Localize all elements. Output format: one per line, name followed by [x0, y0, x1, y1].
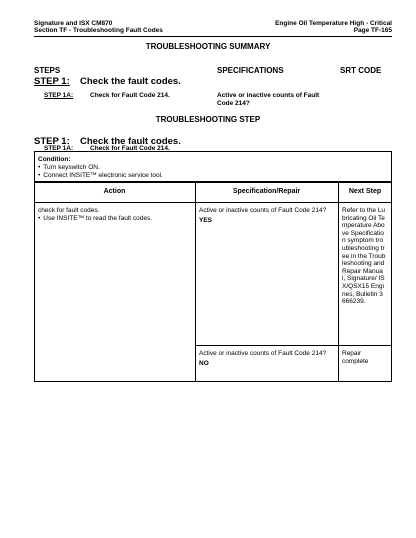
- summary-title: TROUBLESHOOTING SUMMARY: [145, 42, 271, 51]
- step1-label: STEP 1:: [34, 136, 70, 147]
- summary-col-steps: STEPS: [34, 66, 61, 75]
- table-header-spec: Specification/Repair: [232, 188, 301, 195]
- table-divider-1: [195, 182, 196, 382]
- summary-step1-label: STEP 1:: [34, 76, 70, 87]
- step-section-title: TROUBLESHOOTING STEP: [155, 115, 261, 124]
- header-rule: [34, 36, 392, 37]
- step1a-label: STEP 1A:: [44, 145, 74, 152]
- condition-item-keyswitch: • Turn keyswitch ON.: [38, 164, 163, 172]
- table-header-rule: [34, 202, 392, 203]
- header-left-line2: Section TF - Troubleshooting Fault Codes: [34, 27, 163, 34]
- summary-step1a-label: STEP 1A:: [44, 92, 74, 99]
- table-divider-2: [338, 182, 339, 382]
- condition-list: [38, 164, 163, 179]
- row1-answer-yes: YES: [199, 217, 213, 224]
- header-right-line1: Engine Oil Temperature High - Critical: [275, 20, 392, 27]
- step1-text: Check the fault codes.: [80, 136, 181, 147]
- row1-spec: Active or inactive counts of Fault Code 214?: [199, 207, 327, 214]
- table-header-action: Action: [103, 188, 126, 195]
- summary-step1a-spec: Active or inactive counts of Fault Code 214?: [217, 92, 320, 107]
- row1-next-step: Refer to the Lubricating Oil Temperature Above Specification symptom troubleshooting tree in the Troubleshooting and Repair Manual, Signature/ ISX/QSX15 Engines, Bulletin 3666239.: [342, 207, 386, 306]
- header-left-line1: Signature and ISX CM870: [34, 20, 113, 27]
- action-text: check for fault codes.: [38, 207, 100, 214]
- table-header-next-step: Next Step: [348, 188, 382, 195]
- row2-spec: Active or inactive counts of Fault Code 214?: [199, 350, 327, 357]
- action-item-read-codes: • Use INSITE™ to read the fault codes.: [38, 215, 188, 223]
- table-row-divider: [195, 345, 392, 346]
- summary-step1a-text: Check for Fault Code 214.: [90, 92, 170, 99]
- action-list: [38, 215, 188, 223]
- condition-item-insite: • Connect INSITE™ electronic service tool.: [38, 172, 163, 180]
- condition-label: Condition:: [38, 156, 71, 163]
- row2-answer-no: NO: [199, 360, 209, 367]
- step1a-text: Check for Fault Code 214.: [90, 145, 170, 152]
- row2-next-step: Repair complete: [342, 350, 369, 365]
- summary-col-srt-code: SRT CODE: [340, 66, 382, 75]
- summary-step1-text: Check the fault codes.: [80, 76, 181, 87]
- summary-col-specifications: SPECIFICATIONS: [217, 66, 284, 75]
- header-page-number: Page TF-165: [353, 27, 392, 34]
